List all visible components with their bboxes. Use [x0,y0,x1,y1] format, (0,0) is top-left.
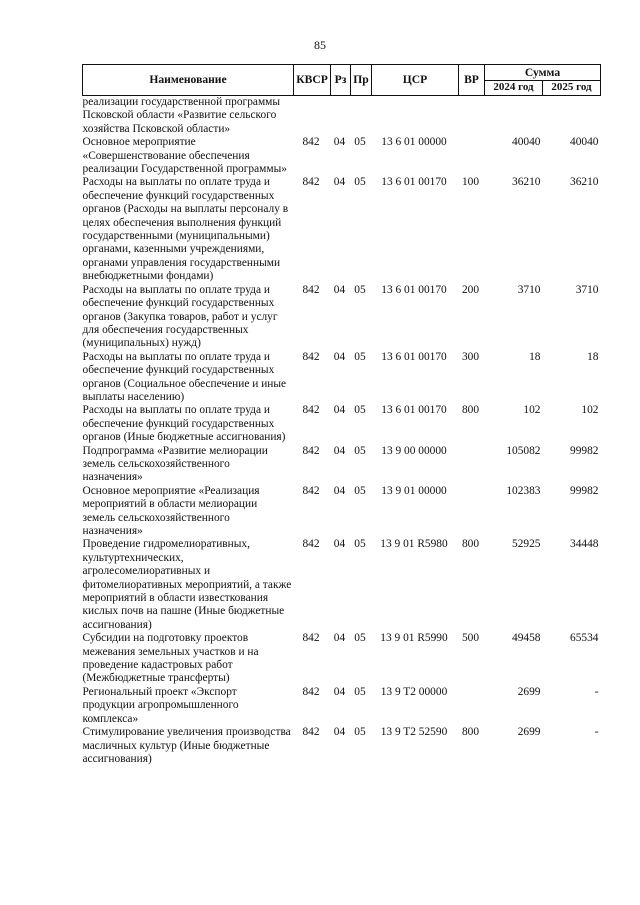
cell-amount-2025: 99982 [570,444,599,457]
cell-amount-2024: 105082 [506,444,541,457]
table-header [83,65,601,96]
cell-vr [459,136,485,176]
cell-name: Расходы на выплаты по оплате труда и обеспечение функций государственных органов (Иные бюджетные ассигнования) [82,404,286,444]
cell-kvsr [294,96,331,137]
cell-pr: 05 [354,538,366,551]
cell-csr: 13 9 01 R5980 [380,538,448,551]
table-row [83,686,601,726]
cell-vr: 200 [461,283,480,296]
header-csr: ЦСР [372,65,459,96]
header-name: Наименование [83,65,294,96]
cell-name: реализации государственной программы Псковской области «Развитие сельского хозяйства Псковской области» [82,96,281,135]
cell-amount-2024: 2699 [517,685,541,698]
cell-kvsr: 842 [302,444,320,457]
cell-kvsr: 842 [302,685,320,698]
cell-kvsr: 842 [302,632,320,645]
cell-kvsr: 842 [302,176,320,189]
header-sum: Сумма [485,65,601,81]
cell-rz: 04 [333,283,346,296]
cell-amount-2025: 18 [587,350,599,363]
cell-rz: 04 [333,404,346,417]
table-row [83,284,601,351]
cell-amount-2024: 102 [523,404,541,417]
table-row [83,96,601,137]
cell-amount-2024: 52925 [512,538,541,551]
cell-rz: 04 [333,350,346,363]
cell-csr: 13 9 00 00000 [381,444,447,457]
cell-amount-2025: - [594,726,599,739]
cell-name: Расходы на выплаты по оплате труда и обеспечение функций государственных органов (Социальное обеспечение и иные выплаты населению) [82,350,287,403]
cell-rz: 04 [333,484,346,497]
cell-amount-2025: 40040 [570,136,599,149]
cell-amount-2024 [485,96,543,137]
cell-vr: 300 [461,350,480,363]
cell-pr: 05 [354,136,366,149]
cell-pr: 05 [354,404,366,417]
cell-rz: 04 [333,685,346,698]
table-row [83,351,601,405]
cell-amount-2025: 3710 [575,283,599,296]
cell-rz: 04 [333,632,346,645]
cell-vr [459,686,485,726]
cell-amount-2025: 34448 [570,538,599,551]
cell-pr: 05 [354,444,366,457]
table-row [83,538,601,632]
cell-csr: 13 6 01 00170 [381,283,447,296]
header-year-2025: 2025 год [543,81,601,96]
page-number: 85 [314,38,326,52]
header-kvsr: КВСР [294,65,331,96]
cell-kvsr: 842 [302,726,320,739]
cell-rz: 04 [333,726,346,739]
cell-amount-2025: - [594,685,599,698]
cell-kvsr: 842 [302,136,320,149]
cell-csr: 13 6 01 00000 [381,136,447,149]
cell-vr [459,96,485,137]
cell-name: Региональный проект «Экспорт продукции агропромышленного комплекса» [82,685,239,725]
cell-rz: 04 [333,538,346,551]
cell-csr: 13 6 01 00170 [381,176,447,189]
cell-kvsr: 842 [302,283,320,296]
cell-amount-2024: 102383 [506,484,541,497]
cell-name: Расходы на выплаты по оплате труда и обеспечение функций государственных органов (Расходы на выплаты персоналу в целях обеспечения выполнения функций государственными (муниципальными) органами, казенными учреждениями, органами управления государственными внебюджетными фондами) [82,176,289,283]
cell-amount-2025: 99982 [570,484,599,497]
cell-name: Субсидии на подготовку проектов межевания земельных участков и на проведение кадастровых работ (Межбюджетные трансферты) [82,632,259,685]
cell-csr: 13 6 01 00170 [381,350,447,363]
table-row [83,485,601,539]
cell-kvsr: 842 [302,404,320,417]
cell-csr: 13 6 01 00170 [381,404,447,417]
header-year-2024: 2024 год [485,81,543,96]
table-row [83,176,601,283]
cell-csr [372,96,459,137]
cell-pr [351,96,372,137]
cell-amount-2025: 65534 [570,632,599,645]
cell-name: Основное мероприятие «Совершенствование обеспечения реализации Государственной программы» [82,136,287,176]
cell-pr: 05 [354,484,366,497]
cell-vr: 100 [461,176,480,189]
cell-pr: 05 [354,726,366,739]
table-row [83,404,601,444]
cell-amount-2024: 18 [529,350,541,363]
cell-kvsr: 842 [302,350,320,363]
cell-name: Проведение гидромелиоративных, культуртехнических, агролесомелиоративных и фитомелиоративных мероприятий, а также мероприятий в области известкования кислых почв на пашне (Иные бюджетные ассигнования) [82,538,292,631]
cell-rz: 04 [333,176,346,189]
cell-kvsr: 842 [302,484,320,497]
cell-pr: 05 [354,632,366,645]
cell-name: Расходы на выплаты по оплате труда и обеспечение функций государственных органов (Закупка товаров, работ и услуг для обеспечения государственных (муниципальных) нужд) [82,283,278,350]
table-row [83,136,601,176]
cell-csr: 13 9 01 R5990 [380,632,448,645]
cell-pr: 05 [354,176,366,189]
header-rz: Рз [331,65,351,96]
cell-rz: 04 [333,444,346,457]
cell-rz: 04 [333,136,346,149]
table-row [83,632,601,686]
table-row [83,445,601,485]
cell-pr: 05 [354,350,366,363]
cell-vr [459,445,485,485]
cell-name: Подпрограмма «Развитие мелиорации земель сельскохозяйственного назначения» [82,444,268,484]
cell-csr: 13 9 T2 00000 [380,685,448,698]
cell-pr: 05 [354,685,366,698]
cell-amount-2025 [543,96,601,137]
table-body [83,96,601,767]
cell-pr: 05 [354,283,366,296]
header-pr: Пр [351,65,372,96]
table-row [83,726,601,766]
cell-amount-2024: 2699 [517,726,541,739]
header-vr: ВР [459,65,485,96]
cell-vr: 500 [461,632,480,645]
cell-csr: 13 9 01 00000 [381,484,447,497]
cell-amount-2025: 102 [581,404,599,417]
cell-amount-2024: 3710 [517,283,541,296]
cell-amount-2025: 36210 [570,176,599,189]
cell-kvsr: 842 [302,538,320,551]
cell-vr: 800 [461,726,480,739]
cell-amount-2024: 40040 [512,136,541,149]
cell-vr: 800 [461,404,480,417]
cell-rz [331,96,351,137]
cell-name: Стимулирование увеличения производства масличных культур (Иные бюджетные ассигнования) [82,726,291,765]
cell-amount-2024: 36210 [512,176,541,189]
cell-vr: 800 [461,538,480,551]
cell-csr: 13 9 T2 52590 [380,726,448,739]
cell-amount-2024: 49458 [512,632,541,645]
cell-name: Основное мероприятие «Реализация мероприятий в области мелиорации земель сельскохозяйственного назначения» [82,484,260,537]
budget-table [82,64,601,766]
cell-vr [459,485,485,539]
